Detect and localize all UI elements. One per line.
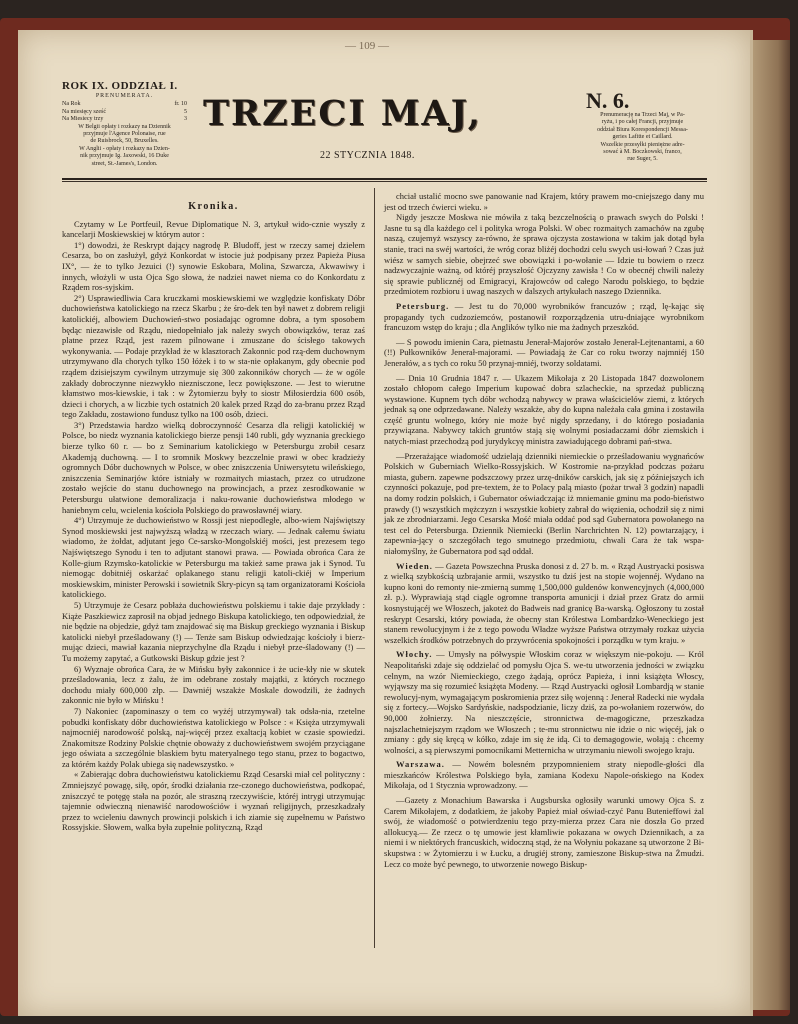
news-text: — Jest tu do 70,000 wyrobników francuzów ; rząd, lę-kając się propagandy tych cudzoziemców, postanowił rozporządzenia utru-dniające wyrobnikom francuzom wstęp do kraju ; dla Anglików tylko nie ma żadnych przeszkód. (384, 300, 705, 333)
news-item (384, 561, 704, 646)
subscription-row (62, 109, 187, 116)
subscription-heading: PRENUMERATA. (95, 93, 154, 99)
right-note-line: rue Suger, 5. (627, 156, 658, 163)
news-item (384, 649, 704, 755)
article-paragraph: 1°) dowodzi, że Reskrypt dający nagrodę P. Bludoff, jest w rzeczy samej dziełem Cesarza, bo on zasłużył, gdyż Konkordat w istocie już podpisany przez Papieża Piusa IX°, — że to tylko Jezuici (!) synowie Eskobara, Molina, Szwarcza, Akwawiwy i innych, włożyli w usta Ojca Sgo słowa, że nadziei nawet niema co do Konkordatu z Rządem ros-syjskim. (62, 239, 365, 293)
subscription-price: 5 (184, 108, 187, 115)
news-text: — Nowém bolesném przypomnieniem straty niepodle-głości dla mieszkańców Królestwa Polskiego była, zamiana Kodexu Napole-ońskiego na Kodex Mikołaja, od 1 Stycznia wprowadzony. — (384, 759, 704, 791)
article-paragraph: « Zabierając dobra duchowieństwu katolickiemu Rząd Cesarski miał cel polityczny : Zmniejszyć powagę, siłę, opór, środki działania rze-czonego duchowieństwa, podkopać, zniszczyć te potęgę stała na pozór, ale straszną rzeczywiście, któréj intrygi utrzymując tajemnie odwieczną nienawiść narodowościów i wyznań religijnych, przeszkadzały przez to wcieleniu dawnych prowincji polskich i ich ziamie się zupełnemu w Państwo Rossyjskie. Słowem, walka była zupełnie polityczną, Rząd (62, 769, 365, 833)
left-paragraphs (62, 219, 365, 833)
subscription-price: 3 (184, 116, 187, 123)
news-item (384, 451, 704, 557)
subscription-list (62, 101, 187, 123)
left-note-line: W Belgii opłaty i rozkazy na Dziennik (78, 123, 171, 130)
article-paragraph: 5) Utrzymuje że Cesarz pobłaża duchowieństwu polskiemu i takie daje przykłady : Kiąże Paszkiewicz zaprosił na objad jednego Biskupa katolickiego, ten odpowiedział, że nie będzie na objedzie, gdyż tam znajdować się ma Biskup greckiego wyznania i Biskup katolicki niebył prześladowany (!) — Tenże sam Biskup odwiedzając kościoły i bierz-mując dzieci, mawiał kazania nieprzychylne dla Rządu i niebył prze-śladowany (!) — Tu możemy zapytać, a Gutkowski Biskup gdzie jest ? (62, 599, 365, 663)
left-note-line: street, St.-James's, London. (91, 160, 158, 167)
news-item (384, 373, 704, 447)
news-item (384, 795, 704, 869)
header-right-block (575, 112, 710, 164)
year-section-label: ROK IX. ODDZIAŁ I. (62, 80, 178, 92)
news-item (384, 337, 704, 369)
issue-number: N. 6. (586, 88, 630, 113)
header-left-block (62, 80, 187, 168)
news-city: Warszawa. (396, 759, 445, 770)
article-paragraph: Czytamy w Le Portfeuil, Revue Diplomatique N. 3, artykuł wido-cznie wyszły z kancelarji Moskiewskiej w którym autor : (62, 218, 365, 240)
news-text: —Gazety z Monachium Bawarska i Augsburska ogłosiły warunki umowy Ojca S. z Carem Mikołajem, z dodatkiem, że jakoby Papież miał oświad-czyć Panu Butenieffowi żal swój, że wiadomość o potwierdzeniu tego przy-mierza przez Cara nie doszła Go przed allokucyą.— Ze rzecz o tę umowie jest kłamliwie pokazana w owych Dziennikach, a za niemi i w niektórych francuskich, widoczną stąd, że na Wołyniu pokazane są utworzone 2 Bi-skupstwa : w Żytomierzu i w Łucku, a drugiéj strony, zamieszone Biskup-stwa na Żmudzi. Lecz co może być pewnego, to utworzenie nowego Biskup- (384, 795, 704, 869)
issue-date: 22 STYCZNIA 1848. (320, 150, 415, 161)
article-paragraph: 7) Nakoniec (zapominaszy o tem co wyżéj utrzymywał) tak odsła-nia, rzetelne pobudki konfiskaty dóbr duchowieństwa katolickiego w Polsce : « Księża utrzymywali najmocniéj narodowość polską, naj-więcéj przez exaltacją kobiet w czasie spowiedzi. Znakomitsze Rodziny Polskie chętnie oboważy z duchowieństwem swojém przyciągane jego oświata a szczególnie blaskiem bytu materyalnego tego stanu, przez to bogactwo, za którém każdy Polak ubiega się nadewszystko. » (62, 705, 365, 769)
news-text: — S powodu imienin Cara, pietnastu Jenerał-Majorów zostało Jenerał-Lejtenantami, a 60 (!!) Pułkowników Jenerał-majorami. — Powiadają że Car co roku tworzy najmniéj 150 Jenerałów, a s tych co roku 50 przynaj-mniéj, tworzy soldatami. (384, 336, 704, 368)
column-divider (374, 188, 375, 948)
news-text: — Umysły na półwyspie Włoskim coraz w większym nie-pokoju. — Król Neapolitański zdaje się oddzielać od pomysłu Ojca S. we-tu utworzenia jedności w związku celnym, na wzór Niemieckiego, czego żądają, oprócz Papieża, i inni książęta Włoscy, wyjąwszy ma się rozumieć książęta Modeny. — Rząd Austryacki ogłosił Lombardją w stanie rewolucyj-nym, wymagającym poskromienia przez siłę wojenną : Jenerał Radecki nie wydała się z fortecy.—Wojsko Sardyńskie, nadspodzianie, liczy dziś, za po-wołaniem rozerwów, do 90,000 żołnierzy. Na nieszczęście, stronnictwa de-magogiczne, przeszkadza najszlachetniejszym rządom we Włoszech ; te-mu stronnictwu nie idzie o nic więcéj, jak o zmiany : gdy się kręcą w kółko, zdaje im się że idą. Ci to demagogowie, wołają : chcemy wolności, a są pierwszymi pomocnikami Metternicha w utrzymaniu niewoli swojego kraju. (384, 649, 704, 755)
left-note-line: de Ruisbrock, 50, Bruxelles. (90, 138, 159, 145)
right-column (384, 191, 704, 869)
subscription-row (62, 101, 187, 108)
subscription-period: Na Miesiecy trzy (62, 116, 104, 123)
subscription-row (62, 116, 187, 123)
section-title: Kronika. (188, 201, 239, 212)
article-paragraph: Nigdy jeszcze Moskwa nie mówiła z taką bezczelnością o prawach swych do Polski ! Jasne tu są dla każdego cel i polityka wroga Polski. W obec rozmaitych zamachów na zgubę naszą, czujemyż wszyscy za-równo, że sprawa ojczysta zostawiona w takim jak dotąd była stanie, traci na swéj wartości, że wróg coraz bliżéj dochodzi celu swych usi-łowań ? Czas już wiész w samych siebie, obejrzeć swe obowiązki i po-wołanie — Idzie tu bowiem o rzecz nadzwyczajnie ważną, od któréj przyszłość Ojczyzny zawisła ! Co w obecnéj chwili należy się sprawie publicznéj od Emigracyi, Krajowców od całego Narodu polskiego, to będzie przedmiotem rozbioru i uwag naszych w dalszych artykułach naszego Dziennika. (384, 212, 704, 297)
left-column (62, 192, 365, 833)
right-note-line: oddział Biura Korespondencji Messa- (597, 126, 688, 133)
left-note-line: nik przyjmuje Ig. Jaxowski, 16 Duke (80, 153, 169, 160)
news-text: — Gazeta Powszechna Pruska donosi z d. 27 b. m. « Rząd Austryacki posiswa z wielką szybkością uzbrajanie armii, wszystko tu dziś jest na stopie wojennéj. Wydano na kupno koni do remonty nie-zmierną summę 1,500,000 guldenów konwencyjnych (4,000,000 zł. p.). Wyprawiają stąd ciągle ogromne transporta amunicji i dział przez Gratz do armii kosnystującéj we Włoszech, jakoteż do Badweis nad granicę Ba-warską. Ogłoszony tu został reskrypt Cesarski, który powiada, że obecny stan Królestwa Lombardzko-Weneckiego jest stanem rewolucyjnym i że z tego powodu Władze wyższe Państwa otrzymały rozkaz użycia wszelkich środków potrzebnych do przywrócenia spokojności i porządku w tym kraju. » (384, 560, 705, 645)
article-paragraph: 2°) Usprawiedliwia Cara kruczkami moskiewskiemi we względzie konfiskaty Dóbr duchowieństwa katolickiego na rzecz Skarbu ; że śro-dek ten był nawet z dobrem religji katolickiéj, albowiem Duchowień-stwo posiadając ogromne dobra, a tym sposobem będąc niezawisłe od Rządu, niedopełniało jak należy swych obowiązków, teraz zaś platne przez Rząd, jest razem pilnowane i zmuszane do ścisłego takowych wykonywania. — Podaje przykład że w klasztorach Zakonnic pod rzą-dem duchownym utrzymywano dla chorych tylko 150 łóżek i to w sta-nie opłakanym, gdy obecnie pod rządem dzisiejszym cywilnym utrzymuje się 300 zakonników chorych — że w ogóle zakłady dobroczynne niezwykło nieznisczone, lecz powiększone. — Jest to wierutne kłamstwo mos-kiewskie, i tak : w Żytomierzu były to siostr Miłosierdzia 600 osób, dzieci i chorych, a w liczbie tych ostatnich 20 kalek przed Rząd do za-branu przez Rząd tego Zakładu, zostawiono fundusz tylko na 100 osób, dzieci. (62, 292, 365, 420)
header-rule (62, 178, 707, 180)
right-note-line: ryżu, i po całej Francji, przyjmuje (601, 119, 684, 126)
right-note-line: Prenumerację na Trzeci Maj, w Pa- (600, 112, 685, 118)
article-paragraph: 6) Wyznaje obrońca Cara, że w Mińsku były zakonnice i że ucie-kły nie w skutek prześladowania, lecz z żalu, że im odebrane zostały majątki, z których rocznego dochodu miały 600,000 złp. — Dawniéj wszakże Moskale dowodzili, że żadnych zakonnic nie było w Mińsku ! (62, 663, 365, 706)
news-text: —Przerażające wiadomość udzielają dzienniki niemieckie o prześladowaniu wygnańców Polskich w Guberniach Wielko-Rossyjskich. W Kostromie na-przykład podczas pożaru miasta, gubern. zapewne podszczowy przez urzę-dników carskich, jak się z późniejszych ich czynności pokazuje, pod pre-textem, że to Polacy palą miasto (pożar trwał 3 godzin) napadli na domy rodzin polskich, i Gubernator oświadczając iż mniemanie gminu ma podo-bieństwo prawdy (!) wszystkich mężczyzn i wszystkie kobiety zabrał do więzienia, ochodził się z nimi jak ze zbrodniarzami. Jego Cesarska Mość miała oddać pod sąd Gubernatora powołanego na test cel do Petersburga. Dziennik Niemiecki (Berlin Narchrichten N. 12) powtarzający, i zapewnia-jący o szczegółach tego smutnego przedmiotu, chwali Cara że tak wspa-niałomyślny, że Gubernatora pod sąd oddał. (384, 450, 704, 556)
subscription-period: Na Rok (62, 101, 81, 108)
left-note-line: W Anglii - opłaty i rozkazy na Dzien- (79, 145, 170, 152)
news-city: Włochy. (396, 649, 433, 660)
newspaper-title: TRZECI MAJ, (203, 93, 482, 134)
subscription-price: fr. 10 (174, 101, 187, 108)
article-paragraph: 4°) Utrzymuje że duchowieństwo w Rossji jest niepodległe, albo-wiem Najświętszy Synod moskiewski jest najwyższą władzą w rzeczach wiary. — Jednak całemu światu wiadomo, że żołdat, adjutant jego Ce-sarsko-Mongolskiéj mości, jest prezesem tego Najświętszego Synodu i ten to adjutant stanowi prawa. — Powiada obrońca Cara że Kolle-gium Rzymsko-katolickie w Petersburgu ma takież same prawa jak i Synod. Tu niemogąc dobitniéj oskarżać oplakanego stanu religji katoli-ckiéj w Imperium moskiewskim, minister Perowski i sowietnik Skry-picyn są tam organizatorami Kościoła katolickiego. (62, 515, 365, 600)
right-notes (575, 112, 710, 164)
news-city: Petersburg. (396, 300, 450, 311)
right-note-line: sować à M. Boczkowski, franco, (603, 149, 682, 156)
news-item (384, 301, 704, 333)
page-stack-edge (750, 40, 790, 1010)
right-note-line: Wszelkie przesyłki pieniężne adre- (600, 141, 685, 148)
header-rule-thin (62, 181, 707, 182)
news-items (384, 301, 704, 869)
left-note-line: przyjmuje l'Agence Polonaise, rue (83, 131, 166, 138)
right-paragraphs (384, 191, 704, 297)
subscription-period: Na miesięcy sześć (62, 108, 106, 115)
article-paragraph: 3°) Przedstawia hardzo wielką dobroczynność Cesarza dla religji katolickiéj w Polsce, bo niedz wyznania katolickiego bierze pensji 140 rubli, gdy wyznania greckiego bierze tylko 60 r. — bo z Seminarium katolickiego w Petersburgu zrobił cesarz Akademją duchowną. — I to sromnik Moskwy bezczelnie prawi w obec kradzieży ogromnych Dóbr duchownych w Polsce, w obec zniszczenia Uniwersytetu wileńskiego, zniszczenia Seminarjów które istniały w rozmaitych miastach, przez co utrudzone zostało wejście do stanu duchownego na prowincjach, a przez zesrodkowanie w Petersburgu ułatwione demoralizacja i naku-rowanie duchowieństwa młodego w haniebnym celu, wcielenia kościoła Polskiego do prawosławnéj wiary. (62, 419, 365, 515)
left-notes (62, 124, 187, 168)
news-city: Wieden. (396, 560, 433, 571)
page-number: — 109 — (345, 40, 389, 52)
right-note-line: geries Lafitte et Caillard. (612, 134, 673, 141)
article-paragraph: chciał ustalić mocno swe panowanie nad Krajem, który prawem mo-cniejszego dany mu jest od trzech ćwierci wieku. » (384, 191, 704, 212)
news-text: — Dnia 10 Grudnia 1847 r. — Ukazem Mikołaja z 20 Listopada 1847 dozwolonem zostało chłopom całego Imperium kupować dobra szlacheckie, na sprzedaż publiczną wystawione. Kupnem tych dóbr wchodzą nabywcy w prawa właścicielów ziemi, z których jednak są one odprzedawane. Należy wszakże, aby do kupna należała cała gmina i zostawiła część gruntu wolnego, który nie może być nigdy sprzedany, i do którego posiadania przywiązana. Nabywcy takich gruntów stają się wolnymi posiadaczami dóbr ziemskich i natych-miast przechodzą pod jurydykcyę ministra zawiadującego dobrami pań-stwa. (384, 372, 704, 447)
news-item (384, 759, 704, 791)
